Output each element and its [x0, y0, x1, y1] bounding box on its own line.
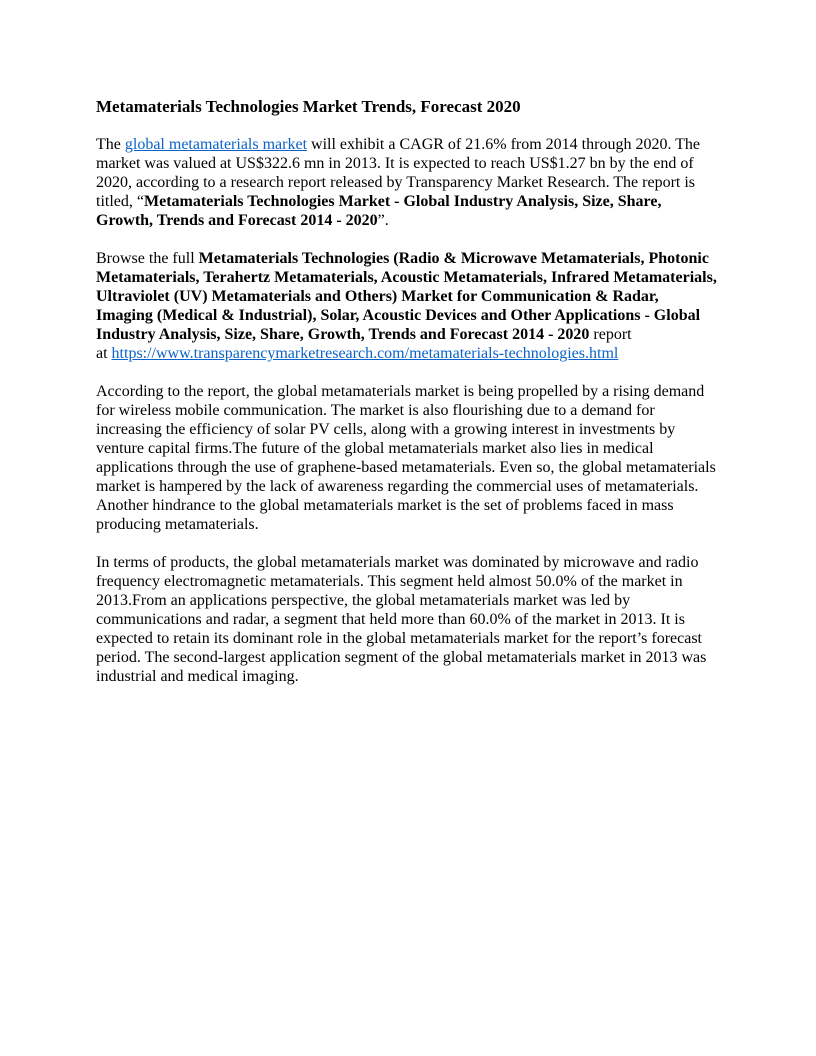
text-line [96, 648, 720, 667]
text-run: Browse the full [96, 250, 199, 267]
text-run: report [589, 326, 632, 343]
text-line [96, 629, 720, 648]
bold-text: Metamaterials Technologies (Radio & Microwave Metamaterials, Photonic [198, 250, 709, 267]
products-paragraph [96, 553, 720, 686]
text-line [96, 401, 720, 420]
text-line [96, 610, 720, 629]
text-line [96, 553, 720, 572]
text-line [96, 344, 720, 363]
text-run: period. The second-largest application segment of the global metamaterials market in 2013 was [96, 649, 707, 666]
text-line [96, 458, 720, 477]
bold-text: Growth, Trends and Forecast 2014 - 2020 [96, 212, 378, 229]
text-line [96, 420, 720, 439]
text-line [96, 439, 720, 458]
text-run: communications and radar, a segment that held more than 60.0% of the market in 2013. It is [96, 611, 685, 628]
text-line [96, 515, 720, 534]
text-line [96, 477, 720, 496]
bold-text: Ultraviolet (UV) Metamaterials and Others) Market for Communication & Radar, [96, 288, 659, 305]
drivers-paragraph [96, 382, 720, 534]
text-run: ”. [377, 212, 389, 229]
text-run: at [96, 345, 112, 362]
text-line [96, 496, 720, 515]
bold-text: Imaging (Medical & Industrial), Solar, Acoustic Devices and Other Applications - Global [96, 307, 701, 324]
text-line [96, 306, 720, 325]
text-run: increasing the efficiency of solar PV cells, along with a growing interest in investments by [96, 421, 676, 438]
text-run: market is hampered by the lack of awareness regarding the commercial uses of metamaterials. [96, 478, 699, 495]
text-line [96, 173, 720, 192]
bold-text: Metamaterials Technologies Market - Global Industry Analysis, Size, Share, [143, 193, 662, 210]
text-run: In terms of products, the global metamaterials market was dominated by microwave and radio [96, 554, 699, 571]
text-run: market was valued at US$322.6 mn in 2013. It is expected to reach US$1.27 bn by the end of [96, 155, 694, 172]
text-run: frequency electromagnetic metamaterials. This segment held almost 50.0% of the market in [96, 573, 683, 590]
hyperlink[interactable]: global metamaterials market [124, 136, 308, 153]
document-body [96, 135, 720, 686]
text-run: The [96, 136, 125, 153]
text-line [96, 268, 720, 287]
text-run: According to the report, the global metamaterials market is being propelled by a rising demand [96, 383, 705, 400]
bold-text: Industry Analysis, Size, Share, Growth, Trends and Forecast 2014 - 2020 [96, 326, 590, 343]
text-run: for wireless mobile communication. The market is also flourishing due to a demand for [96, 402, 655, 419]
browse-paragraph [96, 249, 720, 363]
text-line [96, 667, 720, 686]
text-run: 2013.From an applications perspective, the global metamaterials market was led by [96, 592, 631, 609]
text-line [96, 325, 720, 344]
text-run: 2020, according to a research report released by Transparency Market Research. The report is [96, 174, 696, 191]
text-line [96, 135, 720, 154]
text-line [96, 249, 720, 268]
text-run: applications through the use of graphene-based metamaterials. Even so, the global metamaterials [96, 459, 716, 476]
text-run: expected to retain its dominant role in the global metamaterials market for the report’s forecast [96, 630, 702, 647]
document-title: Metamaterials Technologies Market Trends, Forecast 2020 [96, 97, 521, 116]
text-line [96, 154, 720, 173]
text-line [96, 572, 720, 591]
hyperlink[interactable]: https://www.transparencymarketresearch.com/metamaterials-technologies.html [111, 345, 619, 362]
bold-text: Metamaterials, Terahertz Metamaterials, Acoustic Metamaterials, Infrared Metamaterials, [96, 269, 717, 286]
text-line [96, 287, 720, 306]
text-run: industrial and medical imaging. [96, 668, 299, 685]
text-line [96, 211, 720, 230]
intro-paragraph [96, 135, 720, 230]
text-run: titled, “ [96, 193, 144, 210]
text-run: producing metamaterials. [96, 516, 259, 533]
text-line [96, 192, 720, 211]
text-run: Another hindrance to the global metamaterials market is the set of problems faced in mass [96, 497, 674, 514]
text-run: venture capital firms.The future of the global metamaterials market also lies in medical [96, 440, 654, 457]
text-line [96, 382, 720, 401]
text-line [96, 591, 720, 610]
text-run: will exhibit a CAGR of 21.6% from 2014 through 2020. The [307, 136, 701, 153]
